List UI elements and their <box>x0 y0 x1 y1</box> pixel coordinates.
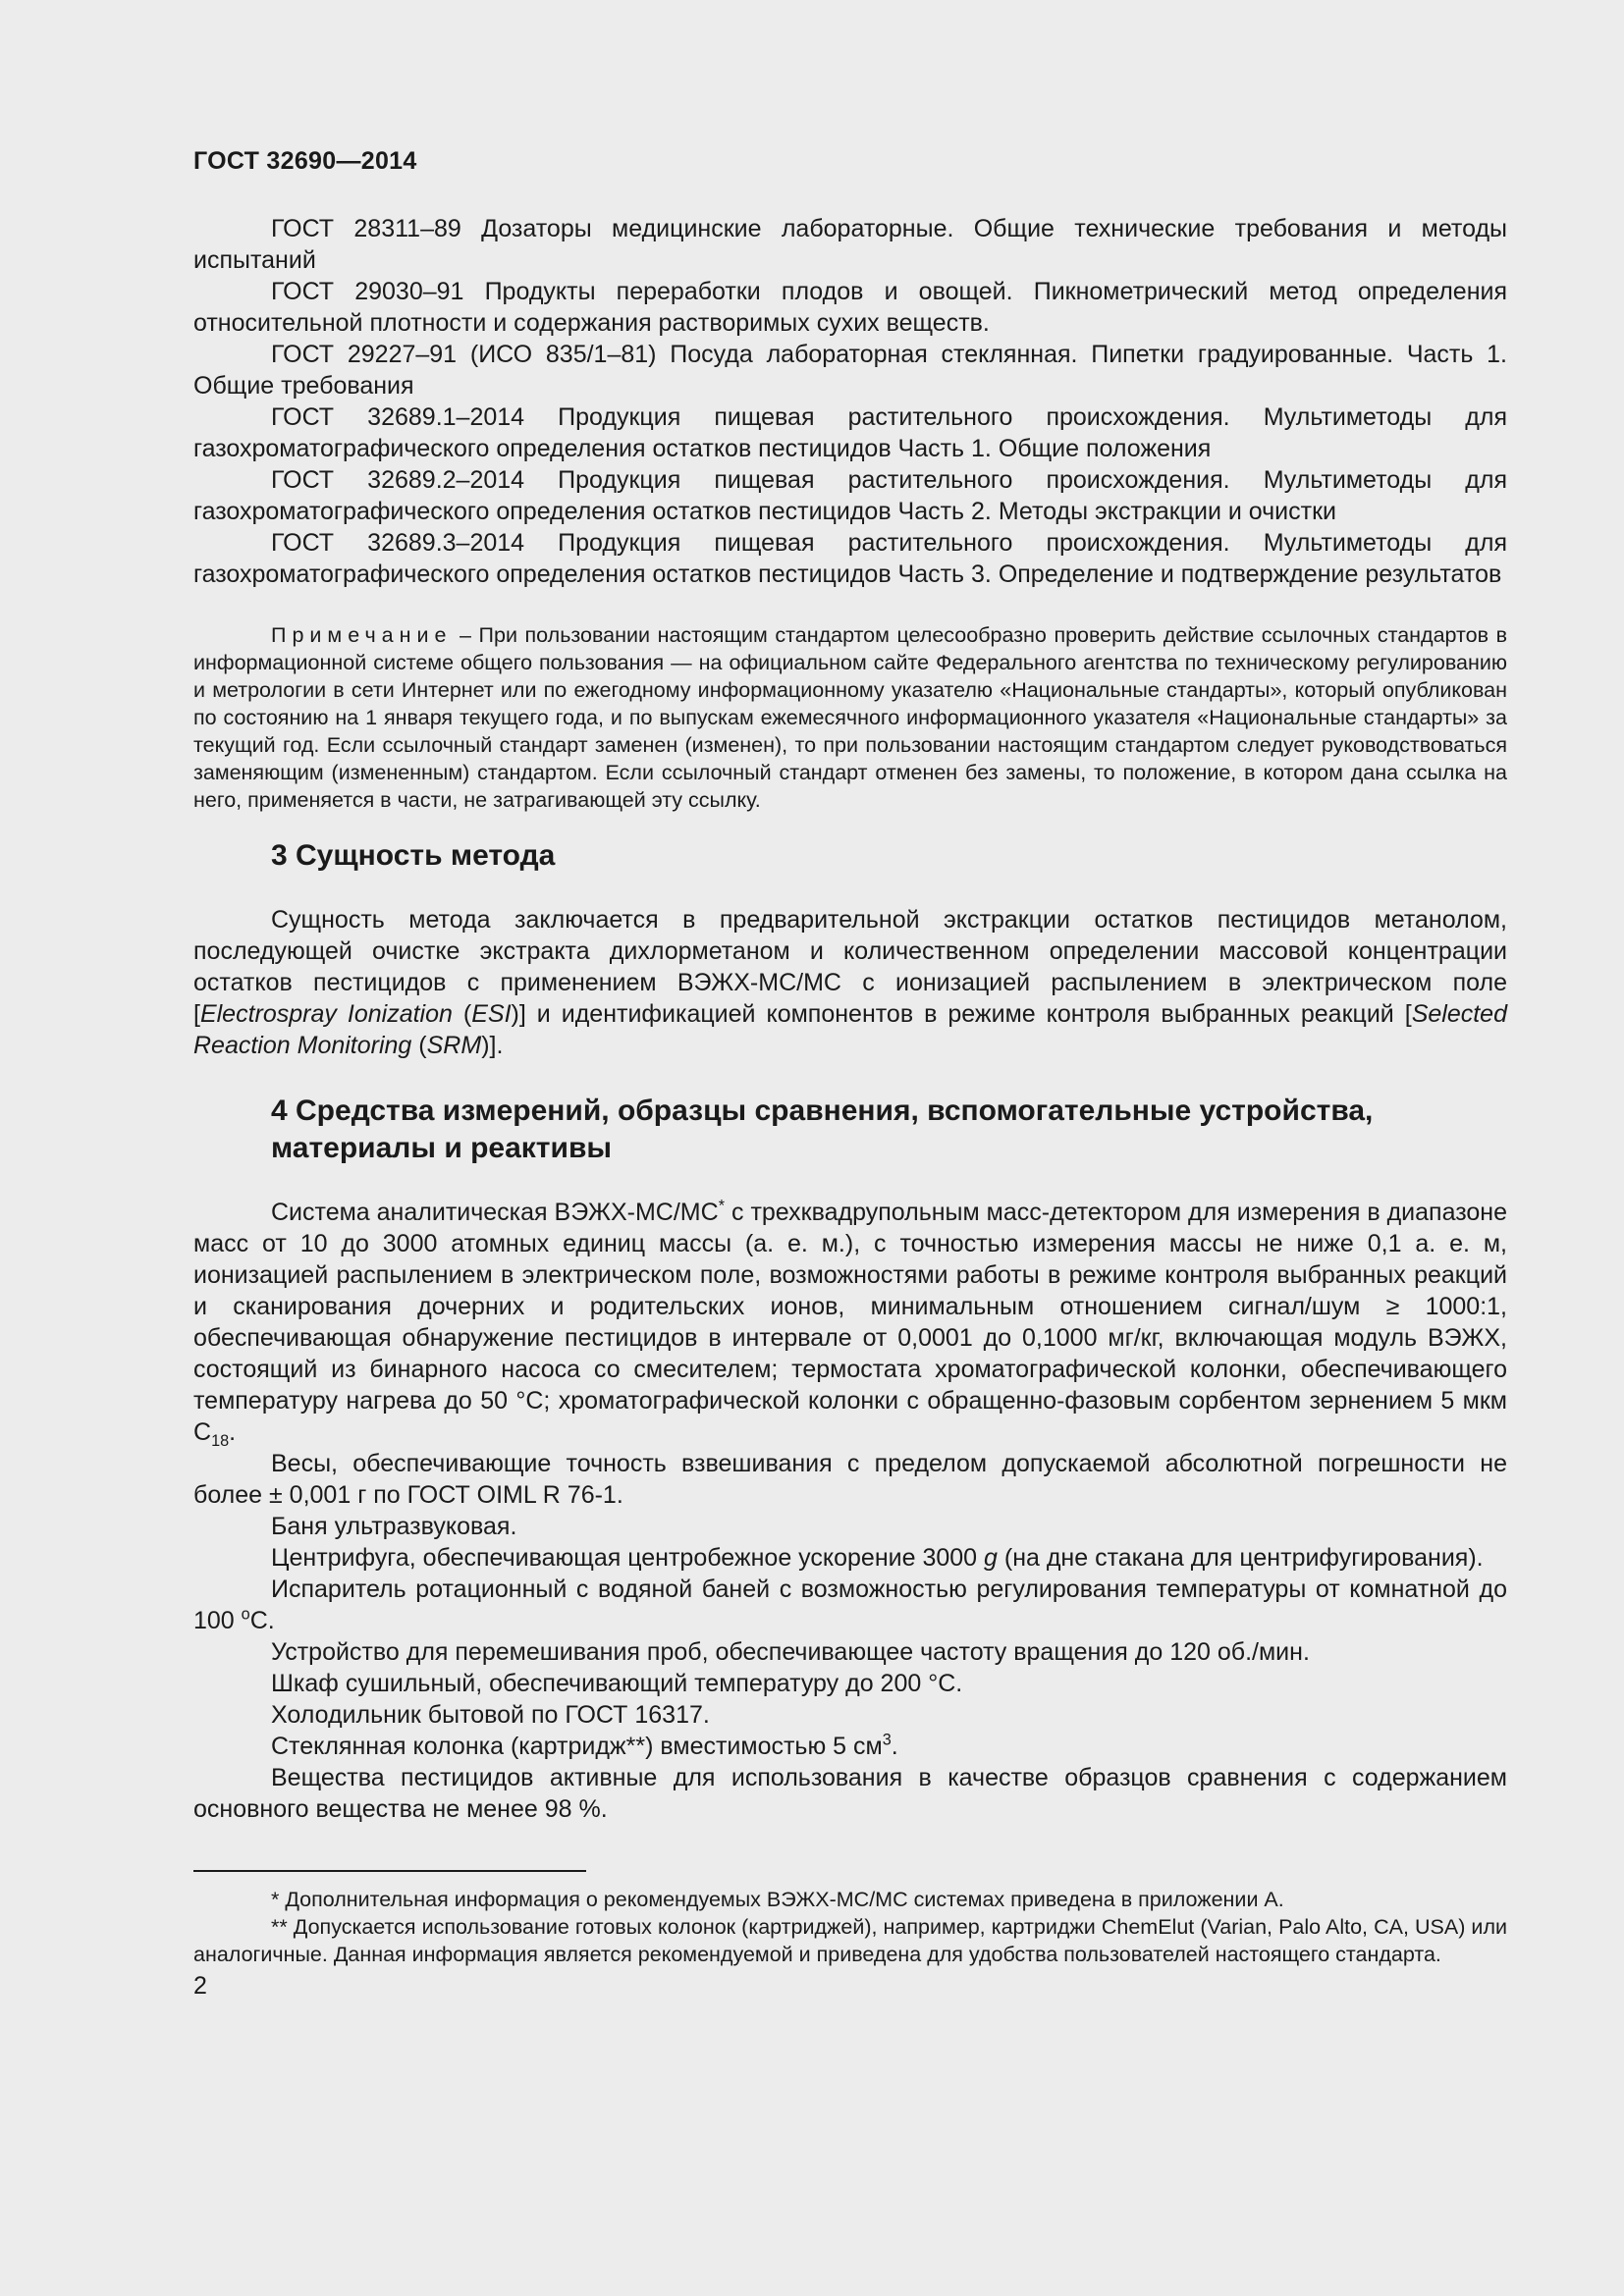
normative-references-list <box>193 213 1507 590</box>
document-header: ГОСТ 32690—2014 <box>193 147 417 175</box>
page-number: 2 <box>193 1972 207 2000</box>
footnote-item: * Дополнительная информация о рекомендуемых ВЭЖХ-МС/МС системах приведена в приложении А. <box>271 1888 1284 1911</box>
reference-item: ГОСТ 29030–91 Продукты переработки плодов и овощей. Пикнометрический метод определения относительной плотности и содержания растворимых сухих веществ. <box>193 278 1507 337</box>
equipment-paragraph: Шкаф сушильный, обеспечивающий температуру до 200 °С. <box>271 1670 963 1697</box>
section-3-title: 3 Сущность метода <box>271 839 556 872</box>
note-label: Примечание <box>271 623 453 647</box>
reference-item: ГОСТ 28311–89 Дозаторы медицинские лабораторные. Общие технические требования и методы испытаний <box>193 215 1507 274</box>
footnote-item: ** Допускается использование готовых колонок (картриджей), например, картриджи ChemElut (Varian, Palo Alto, CA, USA) или аналогичные. Данная информация является рекомендуемой и приведена для удобства пользователей настоящего стандарта. <box>193 1915 1507 1966</box>
equipment-paragraph: Система аналитическая ВЭЖХ-МС/МС* с трехквадрупольным масс-детектором для измерения в диапазоне масс от 10 до 3000 атомных единиц массы (а. е. м.), с точностью измерения массы не ниже 0,1 а. е. м, ионизацией распылением в электрическом поле, возможностями работы в режиме контроля выбранных реакций и сканирования дочерних и родительских ионов, минимальным отношением сигнал/шум ≥ 1000:1, обеспечивающая обнаружение пестицидов в интервале от 0,0001 до 0,1000 мг/кг, включающая модуль ВЭЖХ, состоящий из бинарного насоса со смесителем; термостата хроматографической колонки, обеспечивающего температуру нагрева до 50 °С; хроматографической колонки с обращенно-фазовым сорбентом зернением 5 мкм $С_{18}$. <box>193 1197 1507 1450</box>
equipment-paragraph: Баня ультразвуковая. <box>271 1513 517 1540</box>
equipment-paragraph: Холодильник бытовой по ГОСТ 16317. <box>271 1701 710 1729</box>
reference-item: ГОСТ 32689.1–2014 Продукция пищевая растительного происхождения. Мультиметоды для газохроматографического определения остатков пестицидов Часть 1. Общие положения <box>193 403 1507 462</box>
equipment-paragraph: Стеклянная колонка (картридж**) вместимостью 5 $см^3$. <box>271 1731 898 1760</box>
footnote-divider <box>193 1870 586 1872</box>
equipment-paragraph: Весы, обеспечивающие точность взвешивания с пределом допускаемой абсолютной погрешности не более ± 0,001 г по ГОСТ OIML R 76-1. <box>193 1450 1507 1509</box>
equipment-paragraph: Вещества пестицидов активные для использования в качестве образцов сравнения с содержанием основного вещества не менее 98 %. <box>193 1764 1507 1823</box>
equipment-paragraph: Устройство для перемешивания проб, обеспечивающее частоту вращения до 120 об./мин. <box>271 1638 1310 1666</box>
method-principle-paragraph: Сущность метода заключается в предварительной экстракции остатков пестицидов метанолом, последующей очистке экстракта дихлорметаном и количественном определении массовой концентрации остатков пестицидов с применением ВЭЖХ-МС/МС с ионизацией распылением в электрическом поле [Electrospray Ionization (ESI)] и идентификацией компонентов в режиме контроля выбранных реакций [Selected Reaction Monitoring (SRM)]. <box>193 906 1507 1059</box>
reference-item: ГОСТ 32689.3–2014 Продукция пищевая растительного происхождения. Мультиметоды для газохроматографического определения остатков пестицидов Часть 3. Определение и подтверждение результатов <box>193 529 1507 588</box>
page-content <box>193 147 1507 2001</box>
references-note <box>193 621 1507 814</box>
note-text: – При пользовании настоящим стандартом целесообразно проверить действие ссылочных стандартов в информационной системе общего пользования — на официальном сайте Федерального агентства по техническому регулированию и метрологии в сети Интернет или по ежегодному информационному указателю «Национальные стандарты», который опубликован по состоянию на 1 января текущего года, и по выпускам ежемесячного информационного указателя «Национальные стандарты» за текущий год. Если ссылочный стандарт заменен (изменен), то при пользовании настоящим стандартом следует руководствоваться заменяющим (измененным) стандартом. Если ссылочный стандарт отменен без замены, то положение, в котором дана ссылка на него, применяется в части, не затрагивающей эту ссылку. <box>193 623 1507 812</box>
footnote-marker: * <box>718 1197 726 1215</box>
equipment-paragraph: Центрифуга, обеспечивающая центробежное ускорение 3000 g (на дне стакана для центрифугирования). <box>271 1544 1484 1572</box>
footnotes <box>193 1886 1507 1968</box>
section-4-title: 4 Средства измерений, образцы сравнения, вспомогательные устройства, материалы и реактивы <box>271 1095 1374 1164</box>
equipment-paragraph: Испаритель ротационный с водяной баней с возможностью регулирования температуры от комнатной до 100 $^о$С. <box>193 1575 1507 1634</box>
reference-item: ГОСТ 29227–91 (ИСО 835/1–81) Посуда лабораторная стеклянная. Пипетки градуированные. Часть 1. Общие требования <box>193 341 1507 400</box>
section-4-body <box>193 1197 1507 1825</box>
section-3-body <box>193 904 1507 1061</box>
reference-item: ГОСТ 32689.2–2014 Продукция пищевая растительного происхождения. Мультиметоды для газохроматографического определения остатков пестицидов Часть 2. Методы экстракции и очистки <box>193 466 1507 525</box>
